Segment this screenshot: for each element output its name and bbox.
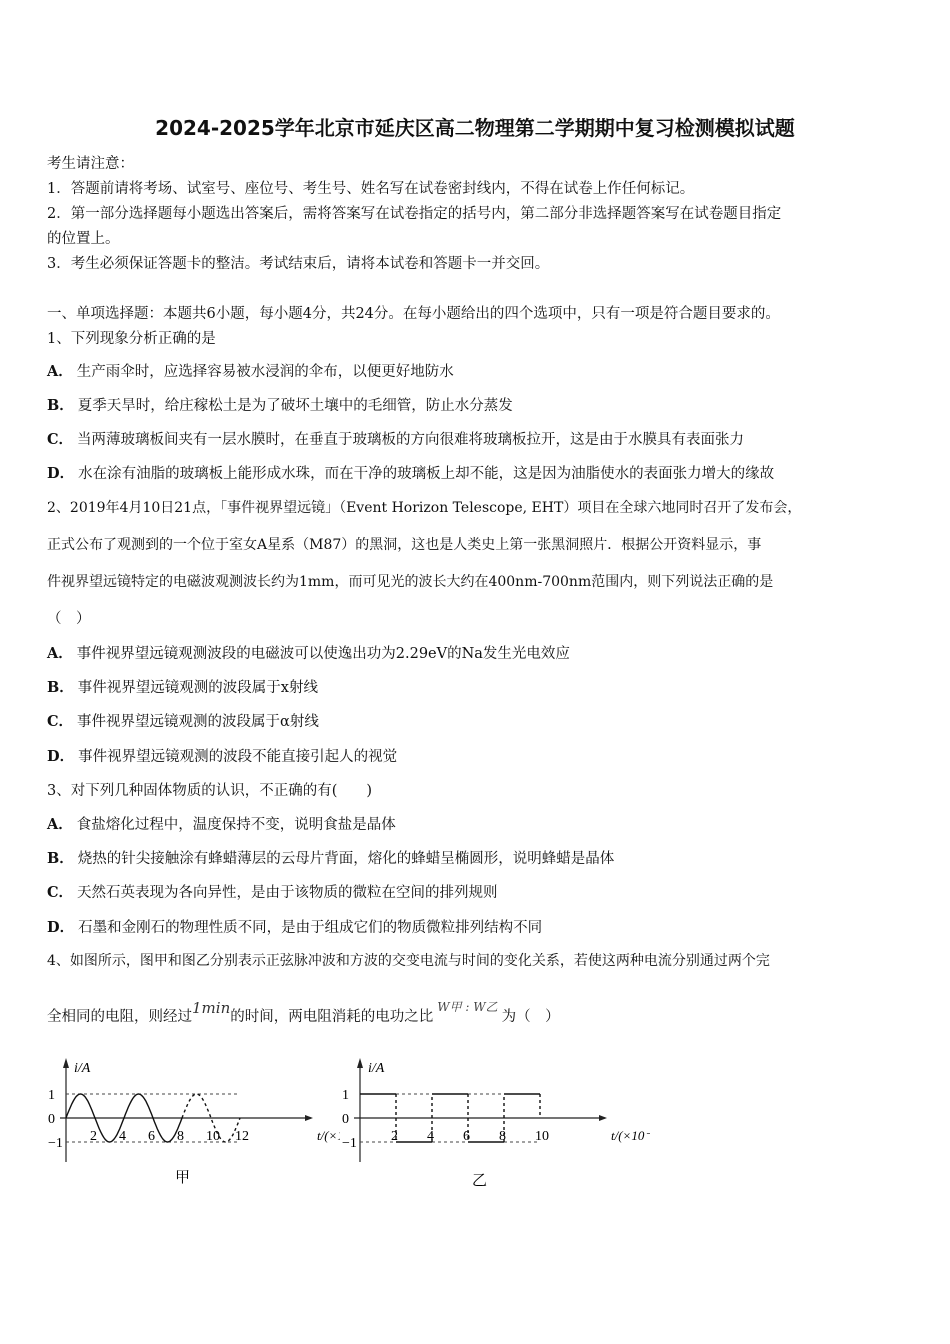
option-letter: A． [47,363,73,380]
option-text: 天然石英表现为各向异性，是由于该物质的微粒在空间的排列规则 [77,885,498,901]
x-axis-arrow [305,1115,313,1121]
chart-caption: 甲 [175,1170,191,1186]
x-tick-label: 2 [391,1129,398,1144]
q4-text: 全相同的电阻，则经过 [47,1009,192,1025]
y-axis-label: i/A [74,1061,91,1076]
y-tick-label: −1 [342,1136,357,1151]
q2-stem-line: 2、2019年4月10日21点，「事件视界望远镜」（Event Horizon Telescope, EHT）项目在全球六地同时召开了发布会， [47,500,802,516]
option-text: 烧热的针尖接触涂有蜂蜡薄层的云母片背面，熔化的蜂蜡呈椭圆形，说明蜂蜡是晶体 [77,851,615,867]
option-letter: C． [47,713,74,730]
x-tick-label: 4 [119,1129,126,1144]
q3-option-c [47,881,498,902]
q3-stem: 3、对下列几种固体物质的认识，不正确的有( ) [47,783,373,799]
x-tick-label: 2 [90,1129,97,1144]
q2-option-d [47,745,397,766]
x-tick-label: 8 [177,1129,184,1144]
option-letter: A． [47,816,73,833]
y-axis-arrow [63,1058,69,1068]
chart-jia [40,1050,340,1199]
x-tick-label: 6 [463,1129,470,1144]
x-axis-label: t/(× [317,1128,338,1143]
option-text: 当两薄玻璃板间夹有一层水膜时，在垂直于玻璃板的方向很难将玻璃板拉开，这是由于水膜具有表面张力 [77,432,745,448]
y-axis-label: i/A [368,1061,385,1076]
option-letter: D． [47,465,75,482]
y-axis-arrow [357,1058,363,1068]
q3-option-a [47,813,396,834]
q1-option-a [47,360,454,381]
x-tick-label: 10 [535,1129,549,1144]
option-text: 事件视界望远镜观测的波段属于x射线 [77,680,318,696]
x-axis-label: t/(×10 [611,1128,645,1143]
y-tick-label: 0 [342,1112,349,1127]
option-letter: D． [47,919,75,936]
notice-item: 的位置上。 [47,231,120,247]
q2-option-a [47,642,570,663]
option-text: 夏季天旱时，给庄稼松土是为了破坏土壤中的毛细管，防止水分蒸发 [77,398,513,414]
q1-option-d [47,462,774,483]
y-tick-label: −1 [48,1136,63,1151]
q4-stem-line: 4、如图所示，图甲和图乙分别表示正弦脉冲波和方波的交变电流与时间的变化关系，若使这两种电流分别通过两个完 [47,953,770,969]
notice-item: 3．考生必须保证答题卡的整洁。考试结束后，请将本试卷和答题卡一并交回。 [47,256,550,272]
x-tick-label: 12 [235,1129,249,1144]
option-letter: D． [47,748,75,765]
chart-jia-svg [40,1050,340,1195]
chart-caption: 乙 [472,1173,488,1189]
q4-text: 的时间，两电阻消耗的电功之比 [230,1009,434,1025]
page-title: 2024-2025学年北京市延庆区高二物理第二学期期中复习检测模拟试题 [155,116,795,140]
option-text: 食盐熔化过程中，温度保持不变，说明食盐是晶体 [76,817,396,833]
x-axis-arrow [599,1115,607,1121]
option-letter: B． [47,850,74,867]
x-tick-label: 8 [499,1129,506,1144]
notice-heading: 考生请注意： [47,156,134,172]
option-letter: C． [47,884,74,901]
notice-item: 2．第一部分选择题每小题选出答案后，需将答案写在试卷指定的括号内，第二部分非选择题答案写在试卷题目指定 [47,206,782,222]
q2-stem-line: （ ） [47,611,91,627]
option-letter: B． [47,397,74,414]
q4-stem-line [47,999,560,1026]
option-letter: A． [47,645,73,662]
option-text: 水在涂有油脂的玻璃板上能形成水珠，而在干净的玻璃板上却不能，这是因为油脂使水的表面张力增大的缘故 [78,466,775,482]
option-text: 事件视界望远镜观测的波段属于α射线 [77,714,319,730]
option-text: 石墨和金刚石的物理性质不同，是由于组成它们的物质微粒排列结构不同 [78,920,543,936]
q3-option-b [47,847,614,868]
notice-item: 1．答题前请将考场、试室号、座位号、考生号、姓名写在试卷密封线内，不得在试卷上作任何标记。 [47,181,695,197]
option-text: 事件视界望远镜观测波段的电磁波可以使逸出功为2.29eV的Na发生光电效应 [76,646,570,662]
option-letter: B． [47,679,74,696]
option-text: 生产雨伞时，应选择容易被水浸润的伞布，以便更好地防水 [76,364,454,380]
q2-option-b [47,676,318,697]
option-letter: C． [47,431,74,448]
q1-stem: 1、下列现象分析正确的是 [47,331,216,347]
q1-option-b [47,394,513,415]
q4-text: 为（ ） [501,1009,560,1025]
y-tick-label: 1 [342,1088,349,1103]
y-tick-label: 0 [48,1112,55,1127]
option-text: 事件视界望远镜观测的波段不能直接引起人的视觉 [78,749,398,765]
x-tick-label: 6 [148,1129,155,1144]
q1-option-c [47,428,744,449]
q2-stem-line: 正式公布了观测到的一个位于室女A星系（M87）的黑洞，这也是人类史上第一张黑洞照片．根据公开资料显示，事 [47,537,762,553]
math-ratio: W甲 : W乙 [437,1000,498,1014]
q2-stem-line: 件视界望远镜特定的电磁波观测波长约为1mm，而可见光的波长大约在400nm-700nm范围内，则下列说法正确的是 [47,574,774,590]
section-heading: 一、单项选择题：本题共6小题，每小题4分，共24分。在每小题给出的四个选项中，只有一项是符合题目要求的。 [47,306,780,322]
q2-option-c [47,710,319,731]
y-tick-label: 1 [48,1088,55,1103]
chart-yi-svg [330,1050,650,1195]
chart-yi [330,1050,650,1199]
x-tick-label: 4 [427,1129,434,1144]
math-time: 1min [192,999,231,1017]
x-tick-label: 10 [206,1129,220,1144]
q3-option-d [47,916,542,937]
